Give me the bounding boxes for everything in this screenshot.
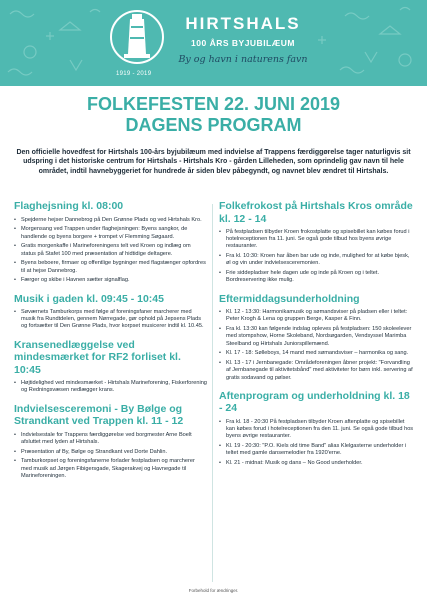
- program-list: [14, 432, 207, 480]
- column-divider: [212, 204, 213, 582]
- right-column: [219, 200, 415, 475]
- section-title: Eftermiddagsunderholdning: [219, 292, 360, 305]
- section-indvielsesceremoni: [14, 403, 207, 480]
- program-item: • Præsentation af By, Bølge og Strandkant ved Dorte Dahlin.: [14, 449, 207, 456]
- program-item: • Kl. 19 - 20:30: "P.O. Kiels old time Band" alias Klelgasterne underholder i teltet med gamle dansemelodier fra 1920'erne.: [219, 443, 415, 457]
- section-kransenedlaeggelse: [14, 339, 207, 395]
- program-item: • Fra kl. 13:30 kan følgende indslag opleves på festpladsen: 150 skoleelever med stompshow, Horne Skoleband, Nordsøgarden, Vendsyssel Marimba Steelband og Hirtshals Juniorspillemænd.: [219, 326, 415, 348]
- program-item: • Fra kl. 18 - 20:30 På festpladsen tilbyder Kroen aftenplatte og spisebillet kan købes forud i hotelreceptionen fra den 11. juni. Se også gode tilbud hos byens øvrige restauranter.: [219, 419, 415, 441]
- program-list: [14, 309, 207, 331]
- program-list: [14, 380, 207, 394]
- program-item: • Kl. 21 - midnat: Musik og dans – No Good underholder.: [219, 460, 415, 467]
- program-item: • Kl. 13 - 17 i Jernbanegade: Områdeforeningen åbner projekt: "Forvandling af Jernbanegade til aktivitetsbånd" med aktiviteter for børn inkl. servering af gratis sodavand og pølser.: [219, 360, 415, 382]
- program-item: • Fra kl. 10:30: Kroen har åben bar ude og inde, mulighed for at købe bjesk, øl og vin under indvielsesceremonien.: [219, 253, 415, 267]
- program-list: [219, 229, 415, 285]
- program-item: • Spejderne hejser Dannebrog på Den Grønne Plads og ved Hirtshals Kro.: [14, 217, 207, 224]
- program-item: • Frie siddepladser hele dagen ude og inde på Kroen og i teltet. Bordreservering ikke mulig.: [219, 270, 415, 284]
- section-aftenprogram: [219, 390, 415, 467]
- program-item: • Kl. 17 - 18: Sølleboys, 14 mand med sømandsviser – harmonika og sang.: [219, 350, 415, 357]
- program-item: • Tamburkorpset og foreningsfanerne forlader festpladsen og marcherer med musik ad Jørgen Fibigersgade, Skagerakvej og Havnegade til Marineforeningen.: [14, 458, 207, 480]
- section-title: Folkefrokost på Hirtshals Kros område kl. 12 - 14: [219, 200, 413, 225]
- program-list: [219, 419, 415, 467]
- program-list: [14, 217, 207, 285]
- section-folkefrokost: [219, 200, 415, 285]
- program-item: • Indvielsestale for Trappens færdiggørelse ved borgmester Arne Boelt afsluttet med lyden af Hirtshals.: [14, 432, 207, 446]
- program-item: • Søværnets Tamburkorps med følge af foreningsfaner marcherer med musik fra Rundtdelen, gennem Nørregade, gør ophold på Jepsens Plads og fortsætter til Den Grønne Plads, hvor korpset musicerer indtil kl. 10.45.: [14, 309, 207, 331]
- page-title: FOLKEFESTEN 22. JUNI 2019: [86, 94, 341, 114]
- program-item: • Morgensang ved Trappen under flaghejsningen: Byens sangkor, de handlende og byens borgere + trompet v/ Flemming Søgaard.: [14, 226, 207, 240]
- lighthouse-icon: [110, 4, 164, 70]
- logo-title: HIRTSHALS: [185, 14, 301, 33]
- section-title: Kransenedlæggelse ved mindesmærket for RF2 forliset kl. 10:45: [14, 338, 181, 376]
- header-banner: [0, 0, 427, 86]
- page-subtitle: DAGENS PROGRAM: [125, 115, 302, 135]
- section-eftermiddag: [219, 293, 415, 382]
- program-item: • Færger og skibe i Havnen sætter signalflag.: [14, 277, 207, 284]
- program-item: • På festpladsen tilbyder Kroen frokostplatte og spisebillet kan købes forud i hotelreceptionen fra 11. juni. Se også gode tilbud hos byens øvrige restauranter.: [219, 229, 415, 251]
- jubilee-years: 1919 - 2019: [116, 71, 152, 77]
- left-column: [14, 200, 207, 488]
- logo-subtitle: 100 ÅRS BYJUBILÆUM: [191, 38, 295, 48]
- section-flaghejsning: [14, 200, 207, 285]
- program-list: [219, 309, 415, 382]
- section-title: Flaghejsning kl. 08:00: [14, 200, 124, 212]
- footer-note: Forbehold for ændringer.: [188, 588, 239, 593]
- section-title: Aftenprogram og underholdning kl. 18 - 24: [219, 389, 410, 415]
- section-title: Musik i gaden kl. 09:45 - 10:45: [14, 292, 164, 305]
- logo-tagline: By og havn i naturens favn: [178, 54, 308, 65]
- jubilee-logo: [110, 0, 320, 86]
- intro-paragraph: Den officielle hovedfest for Hirtshals 100-års byjubilæum med indvielse af Trappens færdiggørelse tager naturligvis sit udspring i det historiske centrum for Hirtshals - Hirtshals Kro - gården Lilleheden, som oprindelig gav navn til hele området, indtil havnebyggeriet for hundrede år siden blev påbegyndt, og navnet blev ændret til Hirtshals.: [16, 149, 411, 175]
- program-item: • Højtidelighed ved mindesmærket - Hirtshals Marineforening, Fiskerforening og Redningsvæsen nedlægger krans.: [14, 380, 207, 394]
- section-musik: [14, 293, 207, 331]
- program-item: • Byens beboere, firmaer og offentlige bygninger med flagstænger opfordres til at hejse Dannebrog.: [14, 260, 207, 274]
- program-item: • Kl. 12 - 13:30: Harmonikamusik og sømandsviser på pladsen eller i teltet: Peter Krogh & Lena og gruppen Berge, Kasper & Finn.: [219, 309, 415, 323]
- section-title: Indvielsesceremoni - By Bølge og Strandkant ved Trappen kl. 11 - 12: [14, 402, 184, 428]
- program-item: • Gratis morgenkaffe i Marineforeningens telt ved Kroen og indlæg om status på Stafet 100 med præsentation af hidtidige deltagere.: [14, 243, 207, 257]
